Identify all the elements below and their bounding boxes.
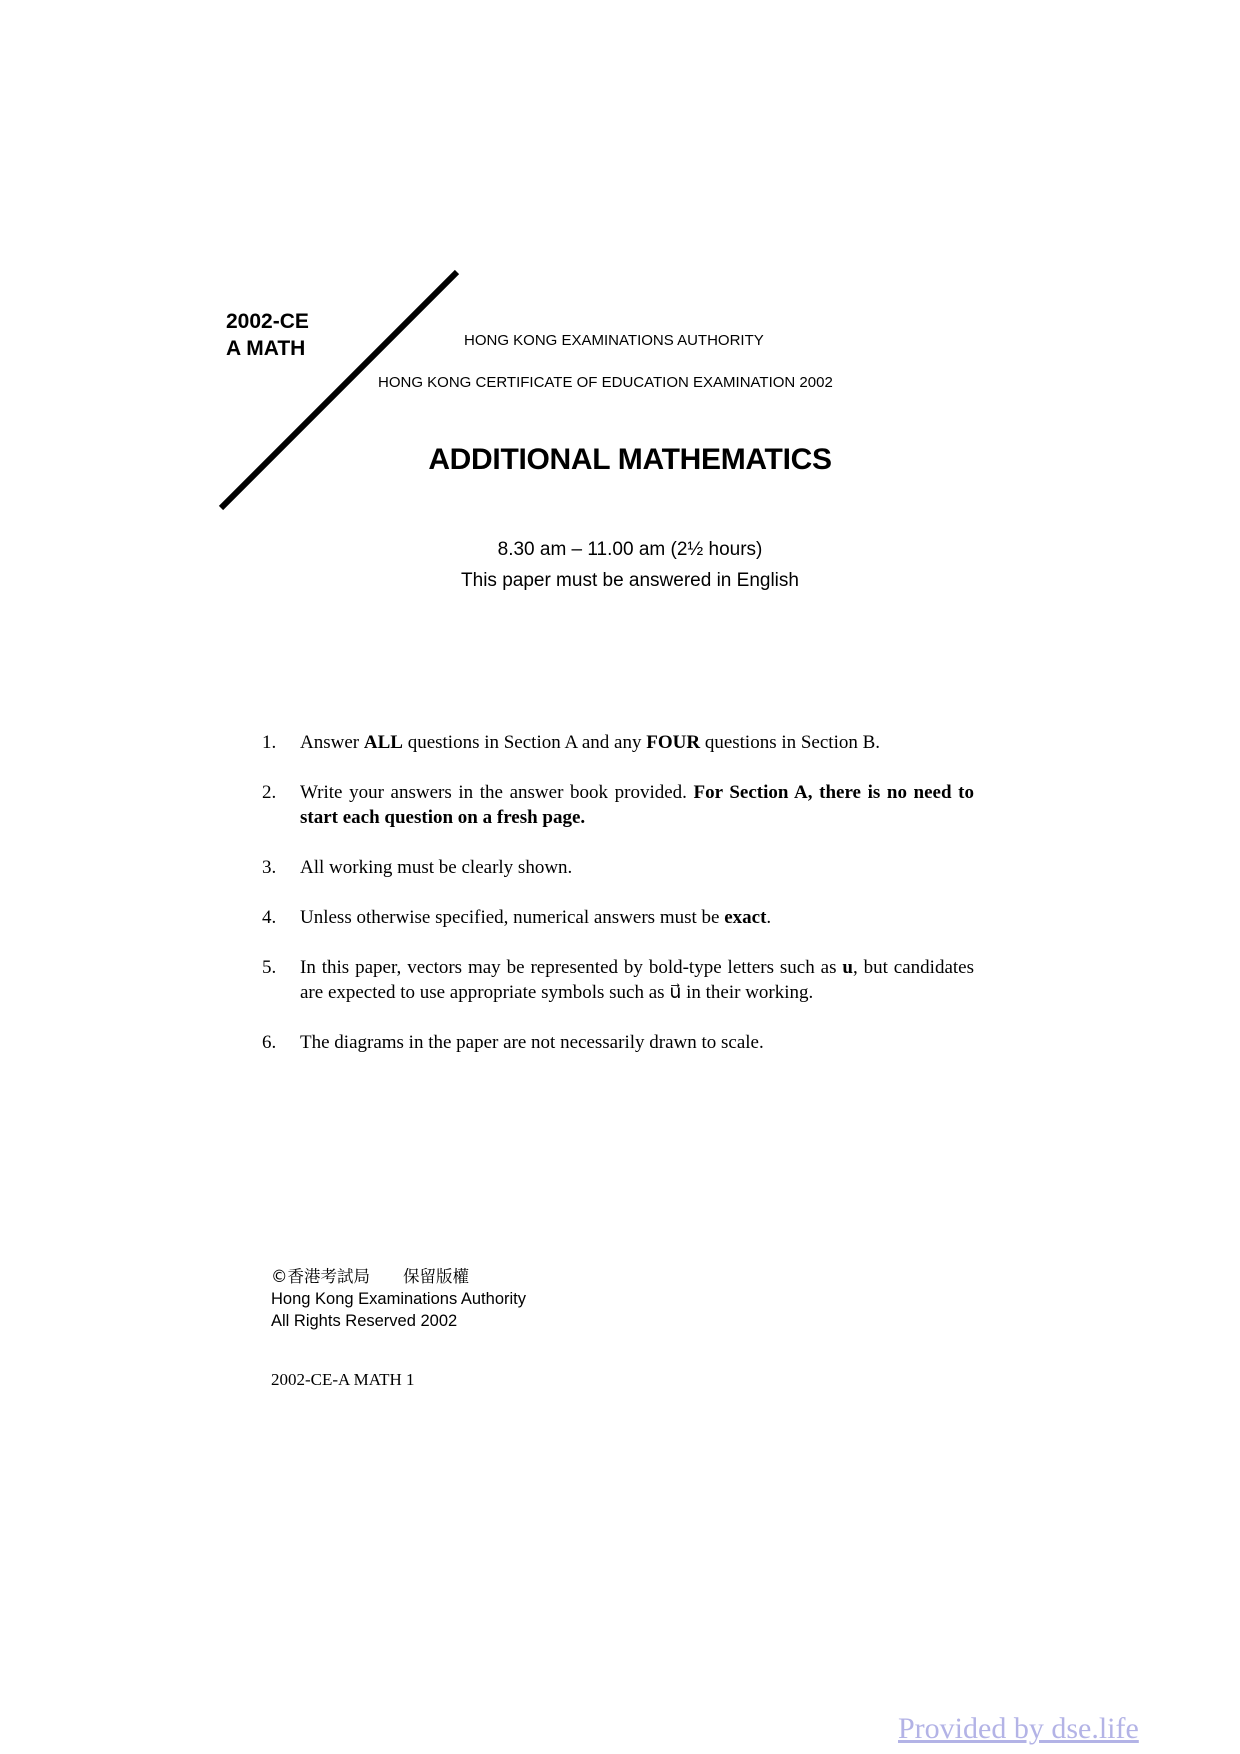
language-note: This paper must be answered in English [461,570,799,591]
instruction-text: questions in Section A and any [402,732,647,753]
paper-code [226,308,309,362]
instruction-number: 1. [262,732,277,753]
instruction-text-bold: ALL [363,732,403,753]
instruction-text: questions in Section B. [700,732,881,753]
watermark-link[interactable]: Provided by dse.life [898,1712,1139,1745]
instruction-text: All working must be clearly shown. [300,857,573,878]
instruction-text-bold: exact [724,907,767,928]
instruction-text-bold: FOUR [646,732,701,753]
subject-title: ADDITIONAL MATHEMATICS [428,443,832,476]
instruction-item [262,905,974,930]
copyright-chinese: ©香港考試局 保留版權 [271,1267,469,1286]
instruction-item [262,955,974,1005]
paper-code-subject: A MATH [226,337,306,360]
instruction-text-bold: For Section A, there is no need to start each question on a fresh page. [300,782,974,828]
instruction-number: 4. [262,907,277,928]
instructions-list [262,730,974,1080]
instruction-text: Unless otherwise specified, numerical answers must be [300,907,725,928]
instruction-item [262,1030,974,1055]
footer-page-code: 2002-CE-A MATH 1 [271,1370,415,1389]
copyright-block [271,1266,526,1332]
exam-time: 8.30 am – 11.00 am (2½ hours) [497,539,763,560]
copyright-rights: All Rights Reserved 2002 [271,1312,458,1330]
instruction-number: 2. [262,782,277,803]
authority-name: HONG KONG EXAMINATIONS AUTHORITY [464,332,764,349]
instruction-item [262,730,974,755]
instruction-text: Answer [300,732,364,753]
examination-name: HONG KONG CERTIFICATE OF EDUCATION EXAMINATION 2002 [378,374,833,391]
instruction-text: In this paper, vectors may be represented by bold-type letters such as [300,957,843,978]
instruction-item [262,780,974,830]
copyright-authority: Hong Kong Examinations Authority [271,1290,526,1308]
paper-code-year: 2002-CE [226,310,309,333]
instruction-text-bold: u [842,957,853,978]
instruction-text: The diagrams in the paper are not necessarily drawn to scale. [300,1032,764,1053]
instruction-text: , but candidates are expected to use appropriate symbols such as u⃗ in their working. [300,957,974,1003]
instruction-number: 3. [262,857,277,878]
instruction-number: 5. [262,957,277,978]
instruction-number: 6. [262,1032,277,1053]
exam-time-block [380,534,880,596]
instruction-text: . [766,907,772,928]
instruction-item [262,855,974,880]
instruction-text: Write your answers in the answer book provided. [300,782,694,803]
